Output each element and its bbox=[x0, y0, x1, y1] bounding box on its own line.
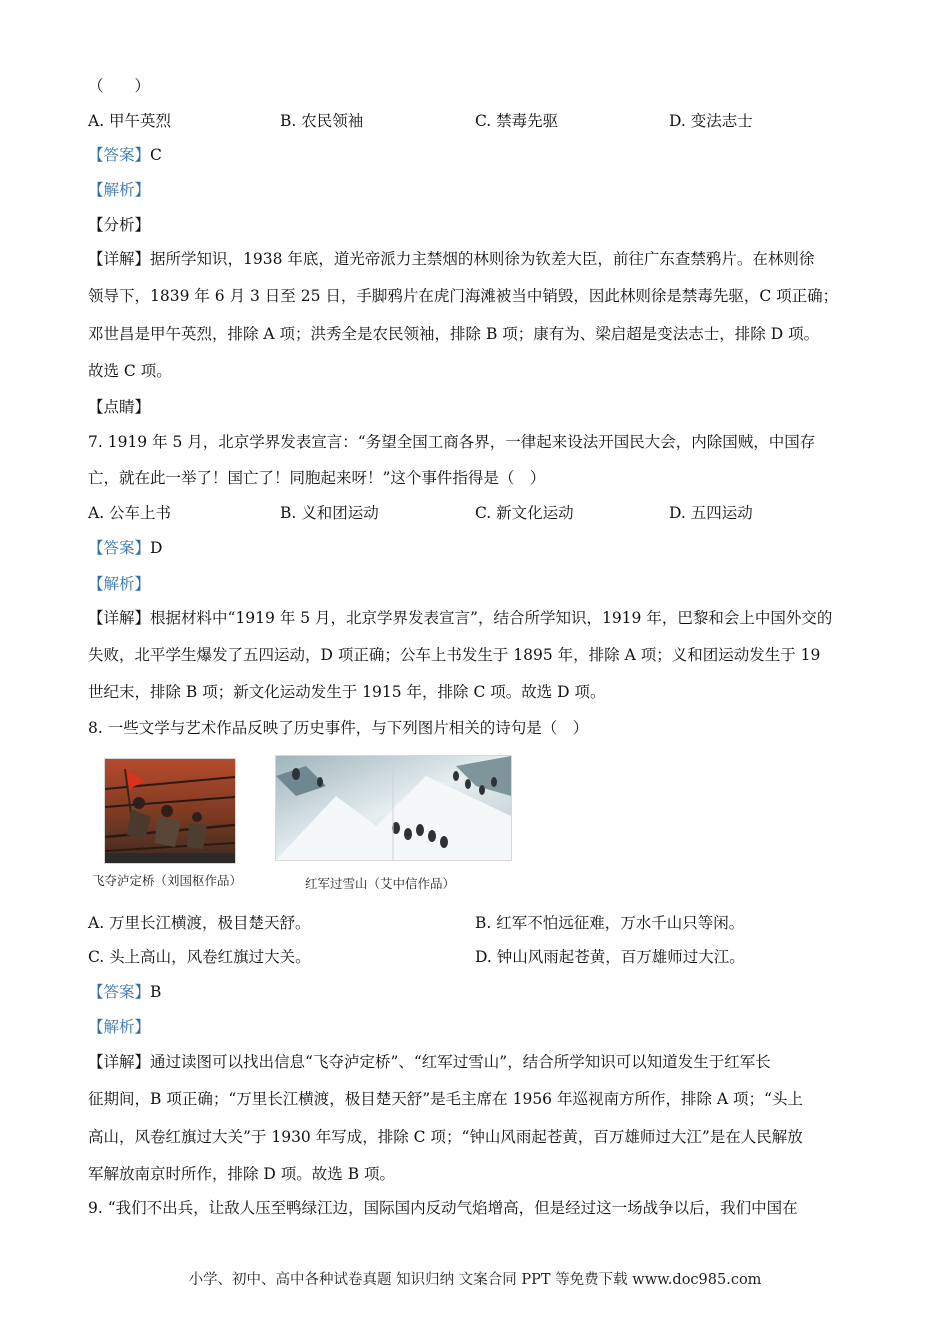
q8-analysis-tag: 【解析】 bbox=[88, 1018, 151, 1036]
detail-tag: 【详解】 bbox=[88, 250, 151, 268]
q7-stem-line-1: 7. 1919 年 5 月，北京学界发表宣言：“务望全国工商各界，一律起来设法开国民大会，内除国贼，中国存 bbox=[88, 433, 816, 451]
q6-option-b: B. 农民领袖 bbox=[280, 112, 364, 130]
q8-answer bbox=[88, 982, 862, 1002]
answer-value: B bbox=[150, 983, 162, 1001]
answer-value: C bbox=[150, 146, 162, 164]
q6-option-a: A. 甲午英烈 bbox=[88, 112, 172, 130]
q6-dianjing-tag: 【点睛】 bbox=[88, 398, 151, 416]
q6-option-c: C. 禁毒先驱 bbox=[475, 112, 559, 130]
answer-tag: 【答案】 bbox=[88, 146, 151, 164]
q6-detail-line-4: 故选 C 项。 bbox=[88, 362, 172, 380]
answer-tag: 【答案】 bbox=[88, 539, 151, 557]
detail-text: 据所学知识，1938 年底，道光帝派力主禁烟的林则徐为钦差大臣，前往广东查禁鸦片。在林则徐 bbox=[150, 250, 815, 268]
q6-paren: （ ） bbox=[88, 77, 151, 95]
painting-snow-mountain bbox=[275, 755, 512, 861]
image1-caption: 飞夺泸定桥（刘国枢作品） bbox=[92, 873, 243, 888]
q9-stem-line-1: 9. “我们不出兵，让敌人压至鸭绿江边，国际国内反动气焰增高，但是经过这一场战争以后，我们中国在 bbox=[88, 1199, 798, 1217]
q7-answer bbox=[88, 538, 862, 558]
image2-caption: 红军过雪山（艾中信作品） bbox=[305, 876, 456, 891]
q8-option-d: D. 钟山风雨起苍黄，百万雄师过大江。 bbox=[475, 948, 745, 966]
answer-tag: 【答案】 bbox=[88, 983, 151, 1001]
q8-stem: 8. 一些文学与艺术作品反映了历史事件，与下列图片相关的诗句是（ ） bbox=[88, 719, 589, 737]
q7-detail-line-1 bbox=[88, 608, 862, 628]
detail-text: 根据材料中“1919 年 5 月，北京学界发表宣言”，结合所学知识，1919 年，巴黎和会上中国外交的 bbox=[150, 609, 833, 627]
q7-detail-line-3: 世纪末，排除 B 项；新文化运动发生于 1915 年，排除 C 项。故选 D 项。 bbox=[88, 683, 606, 701]
q8-detail-line-4: 军解放南京时所作，排除 D 项。故选 B 项。 bbox=[88, 1165, 396, 1183]
detail-text: 通过读图可以找出信息“飞夺泸定桥”、“红军过雪山”，结合所学知识可以知道发生于红军长 bbox=[150, 1053, 771, 1071]
q7-option-a: A. 公车上书 bbox=[88, 504, 172, 522]
q8-option-a: A. 万里长江横渡，极目楚天舒。 bbox=[88, 914, 311, 932]
luding-bridge-illustration bbox=[105, 759, 235, 863]
q6-detail-line-2: 领导下，1839 年 6 月 3 日至 25 日，手脚鸦片在虎门海滩被当中销毁，因此林则徐是禁毒先驱，C 项正确； bbox=[88, 287, 839, 305]
q7-option-b: B. 义和团运动 bbox=[280, 504, 379, 522]
page-footer: 小学、初中、高中各种试卷真题 知识归纳 文案合同 PPT 等免费下载 www.doc985.com bbox=[188, 1272, 762, 1288]
q7-option-c: C. 新文化运动 bbox=[475, 504, 574, 522]
detail-tag: 【详解】 bbox=[88, 1053, 151, 1071]
q7-stem-line-2: 亡，就在此一举了！国亡了！同胞起来呀！”这个事件指得是（ ） bbox=[88, 469, 546, 487]
q6-detail-line-3: 邓世昌是甲午英烈，排除 A 项；洪秀全是农民领袖，排除 B 项；康有为、梁启超是变法志士，排除 D 项。 bbox=[88, 325, 820, 343]
painting-luding-bridge bbox=[104, 758, 236, 864]
q8-detail-line-2: 征期间，B 项正确；“万里长江横渡，极目楚天舒”是毛主席在 1956 年巡视南方所作，排除 A 项；“头上 bbox=[88, 1090, 803, 1108]
detail-tag: 【详解】 bbox=[88, 609, 151, 627]
q8-option-b: B. 红军不怕远征难，万水千山只等闲。 bbox=[475, 914, 745, 932]
q8-option-c: C. 头上高山，风卷红旗过大关。 bbox=[88, 948, 311, 966]
snow-mountain-illustration bbox=[276, 756, 511, 860]
q7-option-d: D. 五四运动 bbox=[669, 504, 753, 522]
q6-fenxi-tag: 【分析】 bbox=[88, 216, 151, 234]
answer-value: D bbox=[150, 539, 163, 557]
q6-answer bbox=[88, 145, 862, 165]
q6-option-d: D. 变法志士 bbox=[669, 112, 753, 130]
q8-detail-line-1 bbox=[88, 1052, 862, 1072]
q6-analysis-tag: 【解析】 bbox=[88, 181, 151, 199]
q8-detail-line-3: 高山，风卷红旗过大关”于 1930 年写成，排除 C 项；“钟山风雨起苍黄，百万雄师过大江”是在人民解放 bbox=[88, 1128, 803, 1146]
q7-analysis-tag: 【解析】 bbox=[88, 575, 151, 593]
q6-detail-line-1 bbox=[88, 249, 862, 269]
q7-detail-line-2: 失败，北平学生爆发了五四运动，D 项正确；公车上书发生于 1895 年，排除 A 项；义和团运动发生于 19 bbox=[88, 646, 821, 664]
